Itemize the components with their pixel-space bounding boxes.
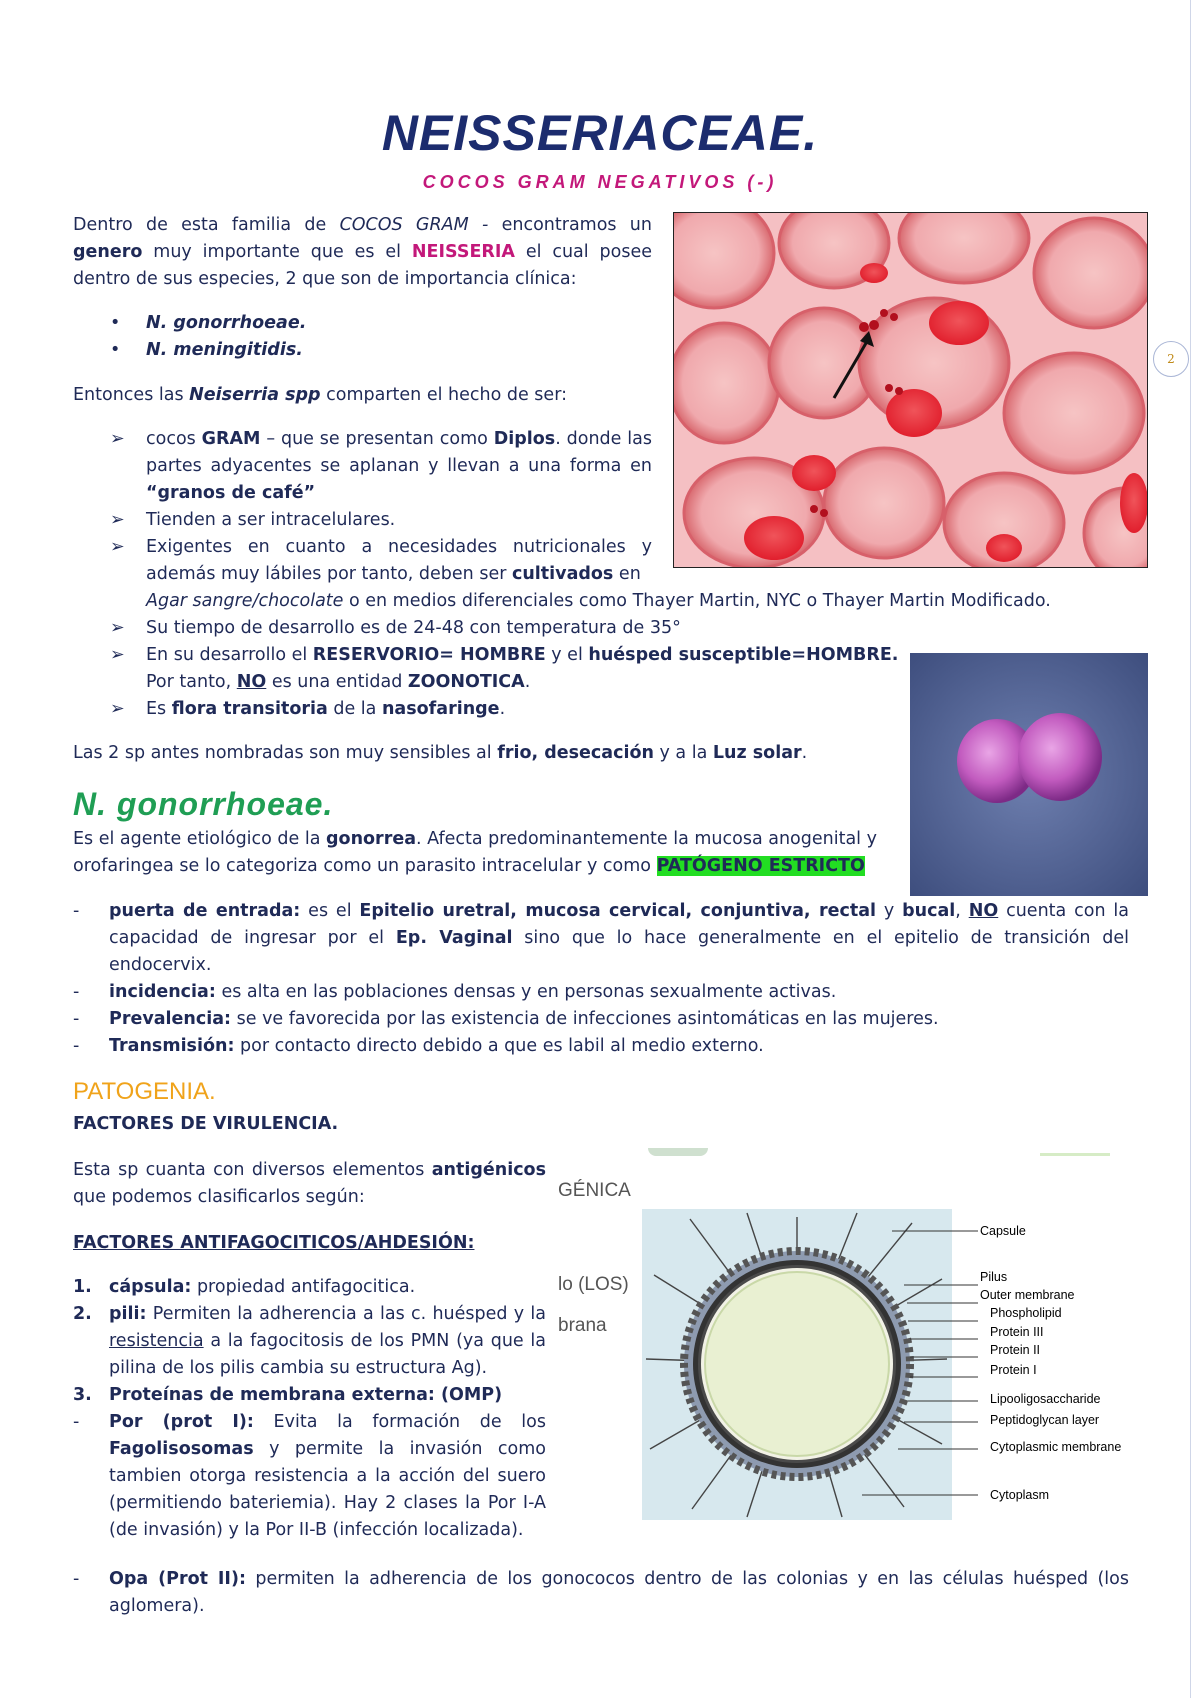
list-item: ➢ En su desarrollo el RESERVORIO= HOMBRE y el huésped susceptible=HOMBRE. Por tanto, NO es una entidad ZOONOTICA. [73,642,913,696]
list-item: 1. cápsula: propiedad antifagocitica. [73,1277,416,1297]
page-title: NEISSERIACEAE. [381,105,819,161]
gram-stain-image [674,213,1147,567]
arrow-bullet-icon: ➢ [110,537,125,557]
fact-transmission: - Transmisión: por contacto directo debido a que es labil al medio externo. [73,1036,764,1056]
label-cytoplasmic-membrane: Cytoplasmic membrane [990,1440,1122,1454]
diplococcus-micrograph [910,653,1148,896]
label-protein-ii: Protein II [990,1343,1041,1357]
fact-incidence: - incidencia: es alta en las poblaciones densas y en personas sexualmente activas. [73,982,837,1002]
arrow-bullet-icon: ➢ [110,429,125,449]
intro-paragraph: Dentro de esta familia de COCOS GRAM - encontramos un genero muy importante que es el NEISSERIA el cual posee dentro de sus especies, 2 que son de importancia clínica: [73,215,652,289]
list-item: ➢ cocos GRAM – que se presentan como Diplos. donde las partes adyacentes se aplanan y llevan a una forma en “granos de café” [73,426,652,507]
gram-stain-micrograph [673,212,1148,568]
cell-envelope-diagram [642,1209,1130,1520]
gonorrhoeae-paragraph: Es el agente etiológico de la gonorrea. Afecta predominantemente la mucosa anogenital y orofaringea se lo categoriza como un parasito intracelular y como PATÓGENO ESTRICTO [73,829,877,876]
cut-label-membrana: brana [558,1315,607,1336]
virulence-subheading: FACTORES DE VIRULENCIA. [73,1114,339,1134]
list-item: ➢ Es flora transitoria de la nasofaringe. [73,696,913,723]
patogenia-heading: PATOGENIA. [73,1078,216,1105]
sensitivity-paragraph: Las 2 sp antes nombradas son muy sensibles al frio, desecación y a la Luz solar. [73,743,808,763]
label-capsule: Capsule [980,1224,1026,1238]
list-item: • N. meningitidis. [110,340,303,360]
arrow-bullet-icon: ➢ [110,618,125,638]
gonorrhoeae-heading: N. gonorrhoeae. [73,786,334,822]
page-edge-line [1190,0,1191,1698]
traits-list-a [73,426,652,588]
page-number-badge: 2 [1153,341,1189,377]
cut-label-genica: GÉNICA [558,1180,631,1201]
traits-list-b [73,615,913,723]
fact-prevalence: - Prevalencia: se ve favorecida por las existencia de infecciones asintomáticas en las mujeres. [73,1009,939,1029]
arrow-bullet-icon: ➢ [110,699,125,719]
arrow-bullet-icon: ➢ [110,645,125,665]
species-list [73,310,633,364]
label-protein-i: Protein I [990,1363,1037,1377]
diplococcus-image [910,653,1148,896]
label-cytoplasm: Cytoplasm [990,1488,1050,1502]
label-peptidoglycan: Peptidoglycan layer [990,1413,1100,1427]
cropped-figure-edge [560,1148,790,1158]
label-phospholipid: Phospholipid [990,1306,1062,1320]
list-item: 3. Proteínas de membrana externa: (OMP) [73,1385,503,1405]
arrow-bullet-icon: ➢ [110,510,125,530]
gonorrhoeae-facts [73,898,1129,1060]
shared-traits-intro: Entonces las Neiserria spp comparten el hecho de ser: [73,385,567,405]
cell-envelope-svg [642,1209,1130,1520]
label-protein-iii: Protein III [990,1325,1044,1339]
opa-entry: - Opa (Prot II): permiten la adherencia de los gonococos dentro de las colonias y en las células huésped (los aglomera). [73,1569,1129,1616]
fact-entry-door: - puerta de entrada: es el Epitelio uretral, mucosa cervical, conjuntiva, rectal y bucal, NO cuenta con la capacidad de ingresar por el Ep. Vaginal sino que lo hace generalmente en el epitelio de transición del endocervix. [73,901,1129,975]
antigenic-paragraph: Esta sp cuanta con diversos elementos antigénicos que podemos clasificarlos según: [73,1160,546,1207]
list-item: - Por (prot I): Evita la formación de los Fagolisosomas y permite la invasión como tambien otorga resistencia a la acción del suero (permitiendo bateriemia). Hay 2 clases la Por I-A (de invasión) y la Por II-B (infección localizada). [73,1412,546,1540]
label-lipooligosaccharide: Lipooligosaccharide [990,1392,1101,1406]
label-pilus: Pilus [980,1270,1008,1284]
virulence-factors-list [73,1274,546,1544]
page-subtitle: COCOS GRAM NEGATIVOS (-) [422,172,778,192]
list-item: ➢ Exigentes en cuanto a necesidades nutricionales y además muy lábiles por tanto, deben ser cultivados en [73,534,652,588]
list-item: 2. pili: Permiten la adherencia a las c. huésped y la resistencia a la fagocitosis de los PMN (ya que la pilina de los pilis cambia su estructura Ag). [73,1304,546,1378]
cut-label-los: lo (LOS) [558,1274,629,1295]
list-item: ➢ Tienden a ser intracelulares. [73,507,652,534]
list-item: ➢ Su tiempo de desarrollo es de 24-48 con temperatura de 35° [73,615,913,642]
cropped-figure-bar [1040,1153,1110,1156]
label-outer-membrane: Outer membrane [980,1288,1075,1302]
antiphagocytic-subheading: FACTORES ANTIFAGOCITICOS/AHDESIÓN: [73,1233,475,1253]
culture-media-line: Agar sangre/chocolate o en medios diferenciales como Thayer Martin, NYC o Thayer Martin Modificado. [146,591,1051,611]
list-item: • N. gonorrhoeae. [110,313,307,333]
